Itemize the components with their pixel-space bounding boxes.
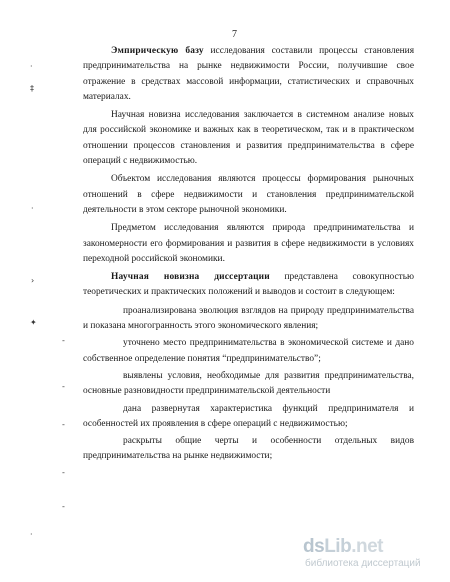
paragraph-dissertation-novelty xyxy=(83,270,414,301)
margin-mark: ✦ xyxy=(30,318,37,327)
list-item: раскрыты общие черты и особенности отдельных видов предпринимательства на рынке недвижимости; xyxy=(83,436,414,462)
margin-mark: › xyxy=(31,276,35,285)
paragraph-text: исследования составили процессы становления предпринимательства на рынке недвижимости России, получившие свое отражение в средствах массовой информации, статистических и справочных материалах. xyxy=(83,46,415,102)
paragraph-text: Объектом исследования являются процессы формирования рыночных отношений в сфере недвижимости и становления предпринимательской деятельности в этом секторе рыночной экономики. xyxy=(83,174,414,215)
paragraph-lead: Эмпирическую базу xyxy=(111,46,204,56)
logo-net: .net xyxy=(351,536,383,557)
list-item: уточнено место предпринимательства в экономической системе и дано собственное определение понятия “предпринимательство”; xyxy=(83,338,414,364)
margin-mark: - xyxy=(62,420,65,429)
page-number: 7 xyxy=(232,29,237,40)
list-item: выявлены условия, необходимые для развития предпринимательства, основные разновидности предпринимательской деятельности xyxy=(83,370,414,397)
margin-mark: - xyxy=(62,502,65,511)
margin-mark: - xyxy=(62,468,65,477)
paragraph-text: Научная новизна исследования заключается в системном анализе новых для российской экономике и важных как в теоретическом, так и в практическом отношении процессов становления и развития предпринимательства в сфере операций с недвижимостью. xyxy=(83,110,414,167)
margin-mark: ‡ xyxy=(30,84,34,93)
paragraph-scientific-novelty xyxy=(83,108,414,169)
margin-mark: - xyxy=(62,382,65,391)
list-item: проанализирована эволюция взглядов на природу предпринимательства и показана многогранность этого экономического явления; xyxy=(83,305,414,332)
watermark-tagline: библиотека диссертаций xyxy=(305,558,421,569)
document-body xyxy=(83,44,414,467)
margin-mark: · xyxy=(31,204,34,213)
paragraph-research-subject xyxy=(83,221,414,267)
logo-lib: Lib xyxy=(324,536,352,557)
list-item: дана развернутая характеристика функций предпринимателя и особенностей их проявления в сфере операций с недвижимостью; xyxy=(83,403,414,429)
margin-mark: · xyxy=(30,530,33,539)
logo-ds: ds xyxy=(303,536,325,557)
paragraph-text: Предметом исследования являются природа предпринимательства и закономерности его формирования и развития в сфере недвижимости в условиях переходной российской экономики. xyxy=(83,223,414,264)
paragraph-empirical-base xyxy=(83,44,414,105)
watermark-wordmark xyxy=(303,536,383,558)
watermark-logo xyxy=(303,536,438,572)
margin-mark: · xyxy=(30,62,33,71)
paragraph-research-object xyxy=(83,172,414,218)
paragraph-text: представлена совокупностью теоретических и практических положений и выводов и состоит в следующем: xyxy=(83,272,414,298)
margin-mark: - xyxy=(62,336,65,345)
paragraph-lead: Научная новизна диссертации xyxy=(111,272,270,283)
